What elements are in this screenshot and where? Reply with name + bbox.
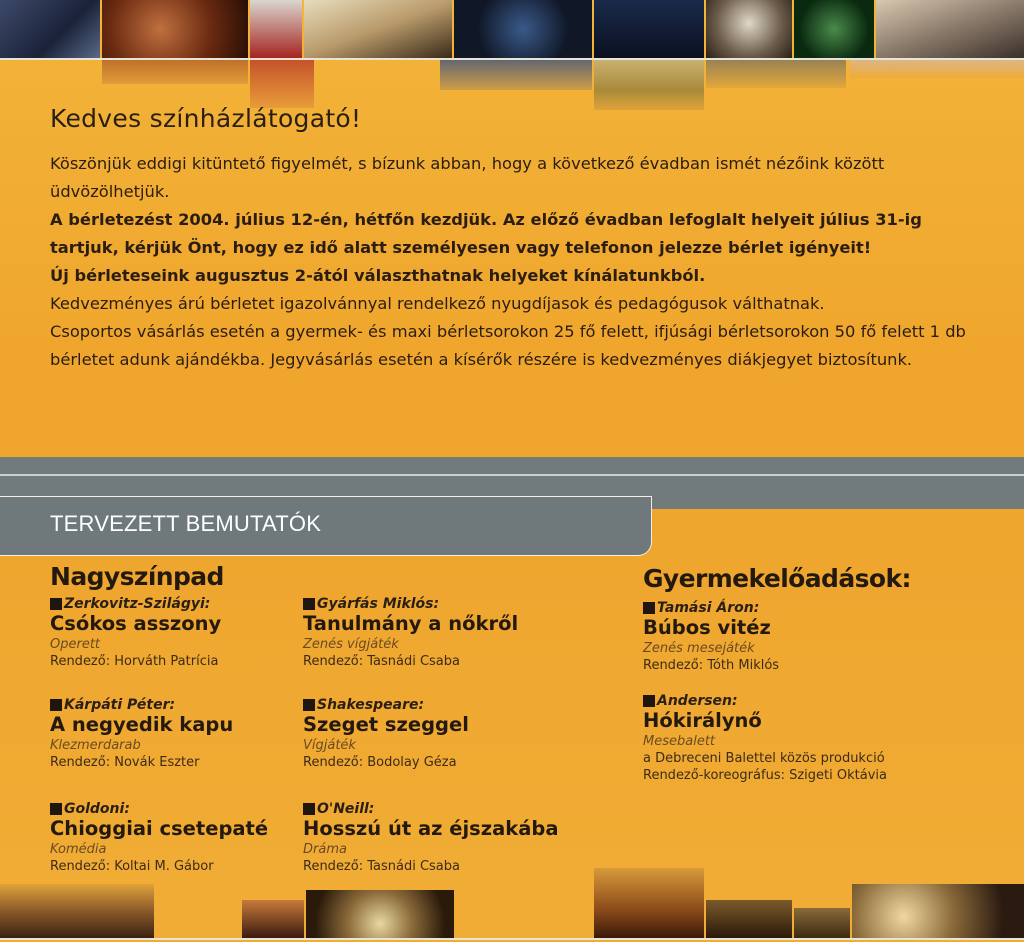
bullet-square-icon — [50, 699, 62, 711]
show-author: Andersen: — [643, 693, 887, 709]
bullet-square-icon — [303, 699, 315, 711]
stage-photo — [594, 868, 704, 938]
stage-photo — [304, 0, 452, 58]
stage-photo — [794, 0, 874, 58]
show-author: Tamási Áron: — [643, 600, 779, 616]
intro-paragraph: Csoportos vásárlás esetén a gyermek- és maxi bérletsorokon 25 fő felett, ifjúsági bérletsorokon 50 fő felett 1 db bérletet adunk ajándékba. Jegyvásárlás esetén a kísérők részére is kedvezményes diákjegyet biztosítunk. — [50, 322, 966, 369]
intro-paragraph: Kedvezményes árú bérletet igazolvánnyal rendelkező nyugdíjasok és pedagógusok válthatnak. — [50, 294, 825, 313]
show-title: Hosszú út az éjszakába — [303, 817, 559, 840]
stage-photo — [794, 908, 850, 938]
top-photo-strip — [0, 0, 1024, 60]
show-item — [50, 801, 268, 875]
stage-photo — [594, 0, 704, 58]
show-item — [643, 600, 779, 674]
stage-photo — [850, 60, 1024, 78]
show-genre: Vígjáték — [303, 738, 356, 753]
show-director: Rendező: Bodolay Géza — [303, 755, 457, 770]
show-title: Csókos asszony — [50, 612, 222, 635]
bullet-square-icon — [50, 598, 62, 610]
section-header — [0, 496, 652, 556]
stage-photo — [706, 0, 792, 58]
section-title: TERVEZETT BEMUTATÓK — [50, 511, 322, 536]
show-director: Rendező: Horváth Patrícia — [50, 654, 219, 669]
show-genre: Mesebalett — [643, 734, 716, 749]
show-title: Chioggiai csetepaté — [50, 817, 269, 840]
show-author: Zerkovitz-Szilágyi: — [50, 596, 221, 612]
show-author: Goldoni: — [50, 801, 268, 817]
intro-text — [50, 150, 980, 374]
intro-paragraph-bold: Új bérleteseink augusztus 2-ától választhatnak helyeket kínálatunkból. — [50, 266, 706, 285]
stage-photo — [852, 884, 1024, 938]
bullet-square-icon — [643, 602, 655, 614]
stage-photo — [306, 890, 454, 938]
show-author: Kárpáti Péter: — [50, 697, 233, 713]
stage-photo — [876, 0, 1024, 58]
nagyszinpad-heading-wrap — [50, 562, 224, 591]
show-author: O'Neill: — [303, 801, 559, 817]
show-production-note: a Debreceni Balettel közös produkció — [643, 751, 885, 766]
show-item — [303, 596, 518, 670]
stage-photo — [594, 60, 704, 110]
stage-photo — [454, 0, 592, 58]
show-item — [303, 697, 469, 771]
stage-photo — [102, 60, 248, 84]
show-director: Rendező: Tasnádi Csaba — [303, 654, 460, 669]
show-item — [303, 801, 559, 875]
show-title: Búbos vitéz — [643, 616, 771, 639]
greeting-title: Kedves színházlátogató! — [50, 104, 362, 133]
gyermek-heading: Gyermekelőadások: — [643, 564, 911, 593]
show-author: Shakespeare: — [303, 697, 469, 713]
bullet-square-icon — [50, 803, 62, 815]
show-director: Rendező: Novák Eszter — [50, 755, 200, 770]
show-item — [643, 693, 887, 784]
show-title: Szeget szeggel — [303, 713, 469, 736]
show-director: Rendező-koreográfus: Szigeti Oktávia — [643, 768, 887, 783]
stage-photo — [706, 900, 792, 938]
show-item — [50, 596, 221, 670]
show-genre: Dráma — [303, 842, 347, 857]
stage-photo — [0, 0, 100, 58]
stage-photo — [102, 0, 248, 58]
show-title: A negyedik kapu — [50, 713, 234, 736]
stage-photo — [250, 60, 314, 108]
show-genre: Operett — [50, 637, 101, 652]
show-genre: Komédia — [50, 842, 107, 857]
stage-photo — [0, 884, 154, 938]
stage-photo — [242, 900, 304, 938]
show-director: Rendező: Koltai M. Gábor — [50, 859, 214, 874]
stage-photo — [440, 60, 592, 90]
gyermek-heading-wrap — [643, 564, 911, 593]
show-genre: Klezmerdarab — [50, 738, 141, 753]
bullet-square-icon — [303, 803, 315, 815]
stage-photo — [706, 60, 846, 88]
show-author: Gyárfás Miklós: — [303, 596, 518, 612]
intro-paragraph-bold: A bérletezést 2004. július 12-én, hétfőn kezdjük. Az előző évadban lefoglalt helyeit július 31-ig tartjuk, kérjük Önt, hogy ez idő alatt személyesen vagy telefonon jelezze bérlet igényeit! — [50, 210, 922, 257]
bottom-divider — [0, 938, 1024, 940]
show-genre: Zenés mesejáték — [643, 641, 755, 656]
bullet-square-icon — [643, 695, 655, 707]
show-director: Rendező: Tasnádi Csaba — [303, 859, 460, 874]
show-director: Rendező: Tóth Miklós — [643, 658, 780, 673]
intro-paragraph: Köszönjük eddigi kitüntető figyelmét, s bízunk abban, hogy a következő évadban ismét nézőink között üdvözölhetjük. — [50, 154, 885, 201]
show-item — [50, 697, 233, 771]
show-genre: Zenés vígjáték — [303, 637, 399, 652]
show-title: Tanulmány a nőkről — [303, 612, 519, 635]
nagyszinpad-heading: Nagyszínpad — [50, 562, 224, 591]
stage-photo — [250, 0, 302, 58]
bullet-square-icon — [303, 598, 315, 610]
show-title: Hókirálynő — [643, 709, 762, 732]
